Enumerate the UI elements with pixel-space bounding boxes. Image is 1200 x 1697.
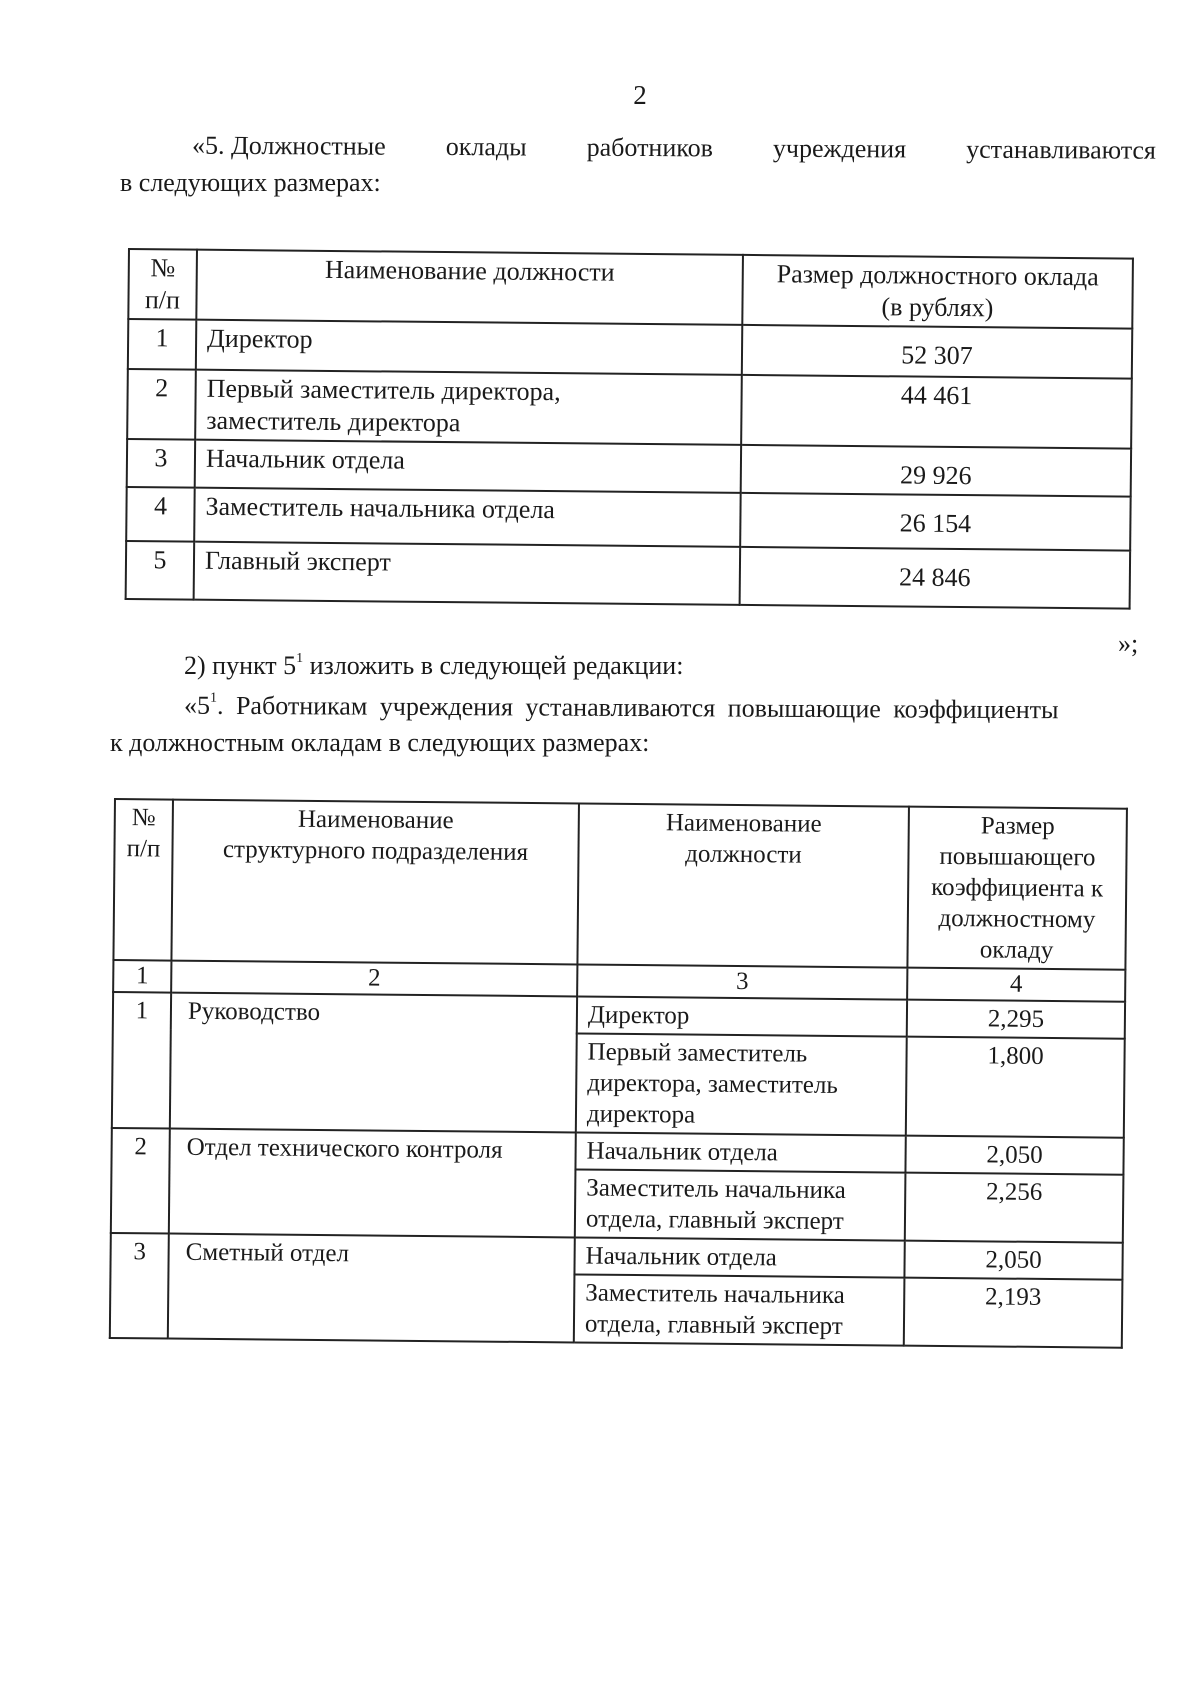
para3-line-2: к должностным окладам в следующих размерах: xyxy=(110,728,650,757)
table-row xyxy=(126,487,1130,551)
row-position: Заместитель начальника отдела xyxy=(194,488,740,547)
header-position: Наименование должности xyxy=(577,803,909,967)
table-header-row xyxy=(113,799,1126,970)
row-position: Заместитель начальника отдела, главный эксперт xyxy=(575,1169,906,1240)
group-department: Руководство xyxy=(170,993,577,1133)
row-position: Главный эксперт xyxy=(194,542,741,605)
group-number: 3 xyxy=(110,1233,169,1339)
row-coefficient: 2,295 xyxy=(907,1000,1125,1039)
row-number: 1 xyxy=(128,319,196,370)
row-position: Заместитель начальника отдела, главный эксперт xyxy=(574,1274,905,1345)
row-coefficient: 2,050 xyxy=(905,1136,1123,1175)
para1-word-5: устанавливаются xyxy=(966,134,1157,165)
salary-table xyxy=(125,248,1134,610)
header-position: Наименование должности xyxy=(196,250,743,325)
para1-word-2: оклады xyxy=(445,131,527,162)
row-number: 3 xyxy=(127,439,195,488)
para3-superscript: 1 xyxy=(210,691,218,707)
page-number: 2 xyxy=(633,80,647,110)
row-coefficient: 2,256 xyxy=(905,1173,1124,1243)
header-number: № п/п xyxy=(113,799,173,961)
header-department: Наименование структурного подразделения xyxy=(171,800,579,965)
row-position: Директор xyxy=(196,320,742,375)
col-number-2: 2 xyxy=(171,961,577,997)
col-number-3: 3 xyxy=(577,964,907,999)
row-salary: 29 926 xyxy=(741,445,1131,497)
closing-quote: »; xyxy=(1118,629,1139,658)
paragraph-5-1: «$5^1$. Работникам учреждения устанавливаются повышающие коэффициенты к должностным окладам в следующих размерах: xyxy=(110,690,1146,760)
row-salary: 44 461 xyxy=(741,375,1132,449)
row-number: 2 xyxy=(127,369,196,440)
para1-word-4: учреждения xyxy=(772,133,907,164)
row-salary: 52 307 xyxy=(742,325,1132,379)
row-position: Первый заместитель директора, заместитель директора xyxy=(576,1033,907,1135)
header-salary: Размер должностного оклада (в рублях) xyxy=(742,255,1133,329)
group-department: Сметный отдел xyxy=(168,1234,575,1343)
para1-word-1: «5. Должностные xyxy=(191,130,386,161)
para2-superscript: 1 xyxy=(296,651,304,667)
row-coefficient: 2,050 xyxy=(904,1241,1122,1280)
row-position: Начальник отдела xyxy=(575,1132,905,1172)
group-department: Отдел технического контроля xyxy=(169,1129,576,1238)
table-row xyxy=(127,369,1132,449)
para1-line-2: в следующих размерах: xyxy=(120,168,381,197)
para1-word-3: работников xyxy=(586,132,713,163)
row-coefficient: 1,800 xyxy=(906,1037,1125,1138)
header-coefficient: Размер повышающего коэффициента к должностному окладу xyxy=(907,807,1127,970)
table-header-row xyxy=(128,249,1133,329)
row-position: Первый заместитель директора, заместитель директора xyxy=(195,370,742,445)
col-number-4: 4 xyxy=(907,968,1125,1002)
row-position: Начальник отдела xyxy=(195,440,741,493)
coefficient-table xyxy=(109,798,1128,1349)
group-number: 2 xyxy=(111,1128,170,1234)
group-number: 1 xyxy=(112,992,171,1129)
col-number-1: 1 xyxy=(113,960,171,993)
row-salary: 24 846 xyxy=(740,547,1131,609)
paragraph-5 xyxy=(120,130,1156,200)
row-number: 5 xyxy=(126,541,195,600)
row-position: Начальник отдела xyxy=(574,1237,904,1277)
paragraph-item-2: 2) пункт $5^1$ изложить в следующей редакции: xyxy=(184,651,684,680)
row-salary: 26 154 xyxy=(740,493,1131,551)
row-position: Директор xyxy=(577,996,907,1036)
header-number: № п/п xyxy=(128,249,197,320)
table-row xyxy=(126,541,1131,609)
row-coefficient: 2,193 xyxy=(904,1278,1123,1348)
row-number: 4 xyxy=(126,487,195,542)
